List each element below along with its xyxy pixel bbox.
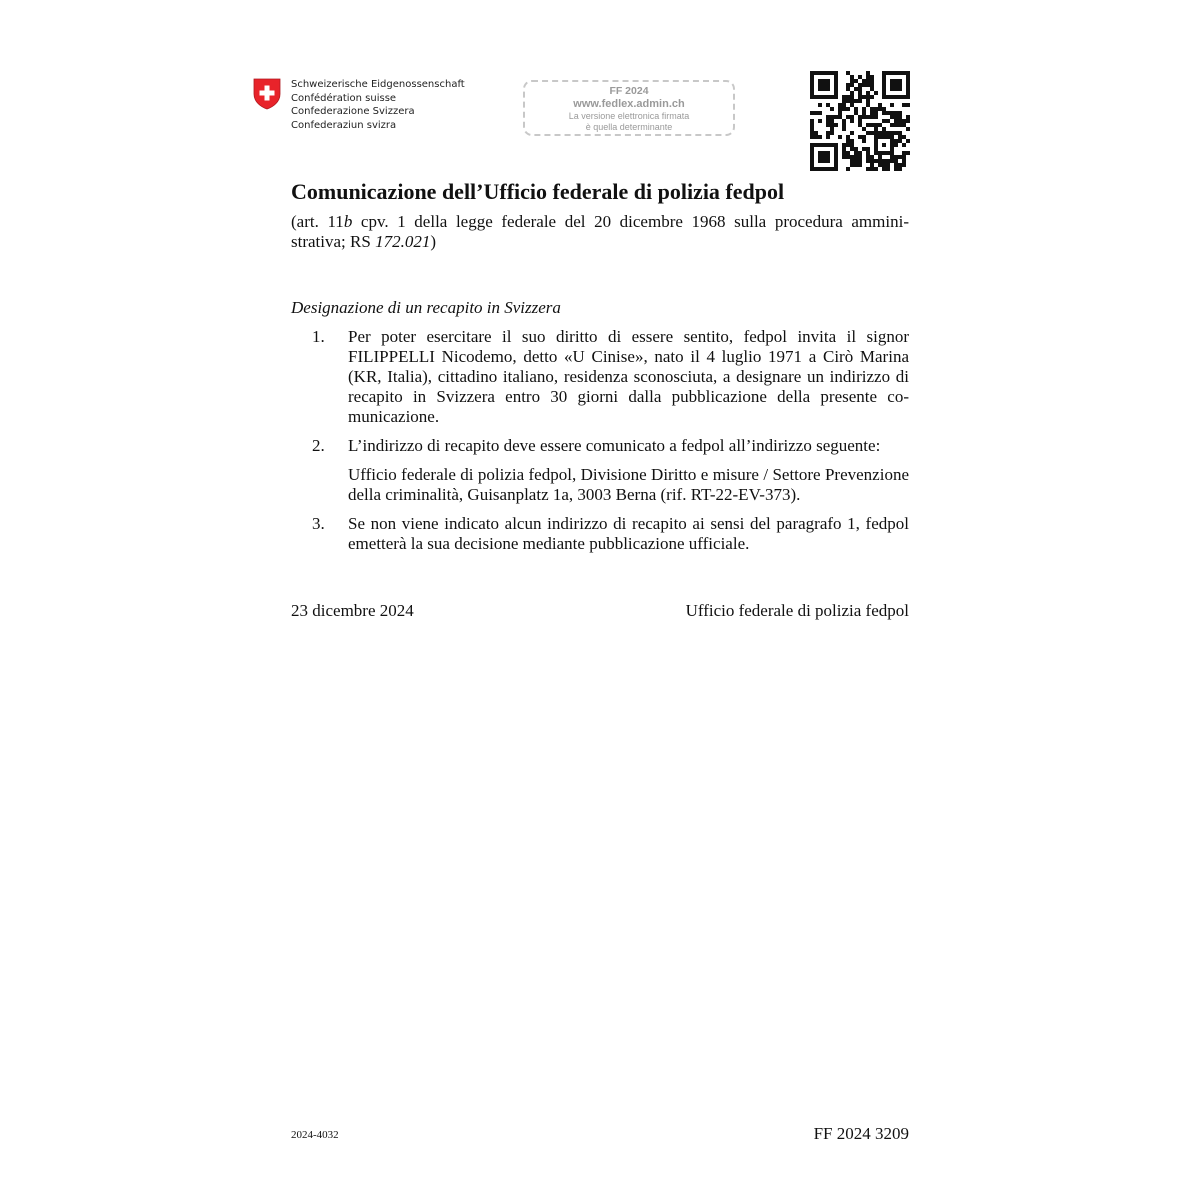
list-item: [291, 327, 909, 427]
stamp-line-3: La versione elettronica firmata: [568, 111, 690, 121]
list-item-text: L’indirizzo di recapito deve essere comunicato a fedpol all’indirizzo seguente:: [348, 436, 881, 455]
confederation-name-de: Schweizerische Eidgenossenschaft: [291, 79, 465, 90]
list-item-number: 1.: [312, 327, 325, 346]
document-date: 23 dicembre 2024: [291, 601, 414, 620]
confederation-name-rm: Confederaziun svizra: [291, 119, 397, 131]
list-item: [291, 514, 909, 554]
page-title: Comunicazione dell’Ufficio federale di polizia fedpol: [291, 179, 785, 204]
list-item-number: 3.: [312, 514, 325, 533]
legal-basis-subtitle: [291, 212, 909, 252]
subtitle-prefix: (art. 11: [291, 212, 344, 231]
subtitle-letter: b: [343, 212, 353, 231]
page-reference: FF 2024 3209: [813, 1124, 909, 1143]
electronic-signature-stamp: [523, 80, 735, 136]
confederation-names: [291, 78, 465, 132]
numbered-list: [291, 327, 909, 563]
stamp-line-1: FF 2024: [609, 85, 649, 97]
list-item-text: Se non viene indicato alcun indirizzo di recapito ai sensi del paragrafo 1, fedpol emetterà la sua decisione mediante pubblicazione ufficiale.: [348, 514, 909, 553]
list-item-text: Per poter esercitare il suo diritto di essere sentito, fedpol invita il signor FILIPPELLI Nicodemo, detto «U Cinise», nato il 4 luglio 1971 a Cirò Marina (KR, Italia), cittadino italiano, residenza sconosciuta, a designare un indirizzo di recapito in Svizzera entro 30 giorni dalla pubblicazione della presente comunicazione.: [348, 327, 909, 426]
subtitle-line2-suffix: ): [430, 232, 436, 251]
swiss-coat-of-arms-icon: [253, 78, 281, 110]
stamp-line-2: www.fedlex.admin.ch: [573, 98, 685, 110]
list-item-number: 2.: [312, 436, 325, 455]
subtitle-middle: cpv. 1 della legge federale del 20 dicembre 1968 sulla procedura ammini-: [352, 212, 909, 231]
rs-number: 172.021: [375, 232, 431, 251]
section-heading: Designazione di un recapito in Svizzera: [291, 298, 561, 317]
confederation-name-fr: Confédération suisse: [291, 92, 397, 104]
stamp-line-4: è quella determinante: [585, 122, 673, 132]
subtitle-line2-prefix: strativa; RS: [291, 232, 376, 251]
recipient-address: Ufficio federale di polizia fedpol, Divisione Diritto e misure / Settore Prevenzione della criminalità, Guisanplatz 1a, 3003 Berna (rif. RT-22-EV-373).: [348, 465, 909, 504]
list-item: [291, 436, 909, 505]
signatory: Ufficio federale di polizia fedpol: [685, 601, 909, 620]
confederation-name-it: Confederazione Svizzera: [291, 106, 415, 117]
document-id: 2024-4032: [291, 1129, 339, 1141]
qr-code-icon: [810, 71, 910, 171]
